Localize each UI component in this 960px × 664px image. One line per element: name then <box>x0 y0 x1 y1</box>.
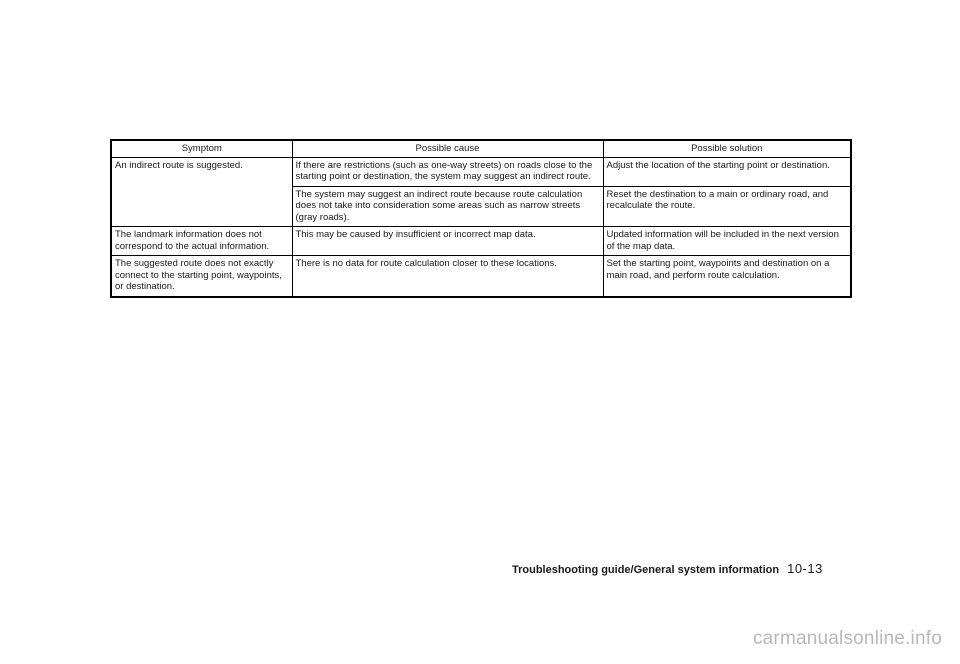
table-header-row <box>111 140 851 157</box>
troubleshooting-table <box>110 139 852 298</box>
table-row <box>111 157 851 186</box>
header-possible-cause: Possible cause <box>292 140 603 157</box>
symptom-cell: An indirect route is suggested. <box>111 157 292 227</box>
solution-cell: Reset the destination to a main or ordinary road, and recalculate the route. <box>603 186 851 227</box>
symptom-cell: The suggested route does not exactly connect to the starting point, waypoints, or destination. <box>111 256 292 297</box>
table-row <box>111 227 851 256</box>
header-possible-solution: Possible solution <box>603 140 851 157</box>
solution-cell: Set the starting point, waypoints and destination on a main road, and perform route calculation. <box>603 256 851 297</box>
section-title: Troubleshooting guide/General system information <box>512 564 780 576</box>
watermark-link[interactable]: carmanualsonline.info <box>752 628 942 649</box>
cause-cell: This may be caused by insufficient or incorrect map data. <box>292 227 603 256</box>
symptom-cell: The landmark information does not correspond to the actual information. <box>111 227 292 256</box>
page-number: 10-13 <box>787 561 823 576</box>
table-row <box>111 256 851 297</box>
cause-cell: If there are restrictions (such as one-way streets) on roads close to the starting point or destination, the system may suggest an indirect route. <box>292 157 603 186</box>
solution-cell: Updated information will be included in the next version of the map data. <box>603 227 851 256</box>
solution-cell: Adjust the location of the starting point or destination. <box>603 157 851 186</box>
page-footer <box>512 561 823 576</box>
cause-cell: The system may suggest an indirect route because route calculation does not take into consideration some areas such as narrow streets (gray roads). <box>292 186 603 227</box>
cause-cell: There is no data for route calculation closer to these locations. <box>292 256 603 297</box>
header-symptom: Symptom <box>111 140 292 157</box>
